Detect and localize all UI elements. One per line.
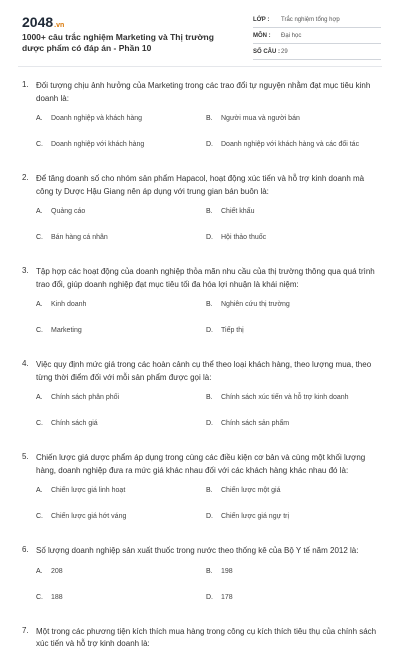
option-letter: A.	[36, 567, 43, 575]
question-item	[0, 452, 400, 534]
option-letter: C.	[36, 141, 43, 148]
option-letter: D.	[206, 593, 213, 601]
option-text: Chiến lược giá ngự trị	[221, 513, 290, 520]
answer-option[interactable]	[36, 567, 206, 589]
option-letter: C.	[36, 593, 43, 601]
answer-option[interactable]	[36, 114, 206, 136]
answer-options	[36, 486, 378, 534]
option-text: Bán hàng cá nhân	[51, 234, 108, 241]
question-item	[0, 545, 400, 615]
answer-option[interactable]	[206, 300, 376, 322]
site-logo[interactable]	[22, 14, 64, 30]
logo-main: 2048	[22, 14, 54, 30]
answer-options	[36, 114, 378, 162]
option-letter: B.	[206, 394, 213, 401]
option-text: 188	[51, 593, 63, 601]
option-text: Chiến lược giá linh hoạt	[51, 487, 126, 494]
question-text: Để tăng doanh số cho nhóm sản phẩm Hapacol, hoạt động xúc tiến và hỗ trợ kinh doanh mà công ty Dược Hậu Giang nên áp dụng với trung gian bán buôn là:	[36, 174, 365, 196]
question-number: 2.	[22, 173, 29, 182]
option-letter: A.	[36, 487, 43, 494]
option-letter: B.	[206, 487, 213, 494]
option-text: 208	[51, 567, 63, 575]
option-letter: D.	[206, 513, 213, 520]
question-text: Một trong các phương tiện kích thích mua hàng trong công cụ kích thích tiêu thụ của chính sách xúc tiến và hỗ trợ kinh doanh là:	[36, 626, 377, 648]
option-letter: D.	[206, 234, 213, 241]
option-text: Tiếp thị	[221, 327, 244, 334]
answer-option[interactable]	[206, 233, 376, 255]
option-letter: A.	[36, 208, 43, 215]
option-text: Chiến lược một giá	[221, 487, 281, 494]
question-number: 4.	[22, 359, 29, 368]
answer-option[interactable]	[36, 419, 206, 441]
page-header	[0, 0, 400, 64]
answer-option[interactable]	[36, 326, 206, 348]
option-text: Chiến lược giá hớt váng	[51, 513, 127, 520]
question-item	[0, 359, 400, 441]
option-text: Doanh nghiệp với khách hàng	[51, 141, 145, 148]
question-number: 3.	[22, 266, 29, 275]
option-letter: A.	[36, 115, 43, 122]
answer-option[interactable]	[36, 393, 206, 415]
question-number: 1.	[22, 80, 29, 89]
option-letter: D.	[206, 141, 213, 148]
answer-option[interactable]	[206, 114, 376, 136]
answer-options	[36, 567, 378, 615]
option-text: Marketing	[51, 327, 82, 334]
question-item	[0, 173, 400, 255]
logo-sub: .vn	[54, 22, 65, 29]
answer-option[interactable]	[36, 486, 206, 508]
question-list	[0, 80, 400, 662]
option-text: Doanh nghiệp với khách hàng và các đối tác	[221, 141, 360, 148]
answer-option[interactable]	[206, 393, 376, 415]
question-text: Tập hợp các hoạt động của doanh nghiệp thỏa mãn nhu cầu của thị trường thông qua quá trình trao đổi, giúp doanh nghiệp đạt mục tiêu tối đa hóa lợi nhuận là khái niệm:	[36, 267, 375, 289]
page-title: 1000+ câu trắc nghiệm Marketing và Thị trường dược phẩm có đáp án - Phần 10	[22, 32, 214, 53]
question-number: 5.	[22, 452, 29, 461]
header-divider	[18, 66, 382, 67]
info-row-count	[253, 44, 381, 60]
info-value: Đại học	[281, 32, 302, 39]
option-letter: B.	[206, 208, 213, 215]
option-text: Chiết khấu	[221, 208, 255, 215]
answer-option[interactable]	[206, 140, 376, 162]
option-text: Chính sách phân phối	[51, 394, 120, 401]
option-text: Quảng cáo	[51, 208, 86, 215]
question-number: 7.	[22, 625, 29, 635]
answer-option[interactable]	[206, 419, 376, 441]
answer-option[interactable]	[36, 233, 206, 255]
answer-option[interactable]	[206, 567, 376, 589]
option-letter: B.	[206, 567, 213, 575]
question-item	[0, 266, 400, 348]
question-item	[0, 626, 400, 651]
info-table	[253, 12, 381, 60]
question-item	[0, 80, 400, 162]
info-label: SỐ CÂU :	[253, 48, 280, 55]
option-letter: C.	[36, 327, 43, 334]
option-letter: A.	[36, 301, 43, 308]
info-label: LỚP :	[253, 16, 270, 23]
option-letter: A.	[36, 394, 43, 401]
answer-option[interactable]	[206, 326, 376, 348]
answer-option[interactable]	[206, 486, 376, 508]
answer-option[interactable]	[36, 140, 206, 162]
option-letter: C.	[36, 513, 43, 520]
answer-option[interactable]	[36, 300, 206, 322]
option-text: Chính sách sản phẩm	[221, 420, 290, 427]
option-text: Hội thảo thuốc	[221, 234, 267, 241]
question-text: Số lượng doanh nghiệp sản xuất thuốc trong nước theo thống kê của Bộ Y tế năm 2012 là:	[36, 546, 359, 555]
option-text: Doanh nghiệp và khách hàng	[51, 115, 143, 122]
answer-options	[36, 393, 378, 441]
info-value: 29	[281, 48, 288, 55]
answer-option[interactable]	[36, 512, 206, 534]
option-letter: C.	[36, 234, 43, 241]
answer-option[interactable]	[206, 512, 376, 534]
option-text: Nghiên cứu thị trường	[221, 301, 290, 308]
answer-option[interactable]	[36, 593, 206, 615]
option-text: Kinh doanh	[51, 301, 87, 308]
question-number: 6.	[22, 545, 29, 554]
question-text: Việc quy định mức giá trong các hoàn cảnh cụ thể theo loại khách hàng, theo lượng mua, theo từng thời điểm đối với mỗi sản phẩm được gọi là:	[36, 360, 372, 382]
info-row-class	[253, 12, 381, 28]
option-text: 198	[221, 567, 233, 575]
option-letter: B.	[206, 301, 213, 308]
option-text: Chính sách xúc tiến và hỗ trợ kinh doanh	[221, 394, 349, 401]
answer-option[interactable]	[206, 207, 376, 229]
option-letter: D.	[206, 327, 213, 334]
answer-option[interactable]	[36, 207, 206, 229]
option-text: 178	[221, 593, 233, 601]
info-row-subject	[253, 28, 381, 44]
answer-options	[36, 207, 378, 255]
option-letter: C.	[36, 420, 43, 427]
option-letter: B.	[206, 115, 213, 122]
option-text: Người mua và người bán	[221, 115, 300, 122]
answer-options	[36, 300, 378, 348]
answer-option[interactable]	[206, 593, 376, 615]
option-letter: D.	[206, 420, 213, 427]
question-text: Chiến lược giá dược phẩm áp dụng trong cùng các điều kiện cơ bản và cùng một khối lượng hàng, doanh nghiệp đưa ra mức giá khác nhau đối với các khách hàng khác nhau đó là:	[36, 453, 366, 475]
info-value: Trắc nghiệm tổng hợp	[281, 16, 340, 23]
option-text: Chính sách giá	[51, 420, 98, 427]
info-label: MÔN :	[253, 32, 271, 39]
question-text: Đối tượng chịu ảnh hưởng của Marketing trong các trao đổi tự nguyện nhằm đạt mục tiêu kinh doanh là:	[36, 81, 371, 103]
